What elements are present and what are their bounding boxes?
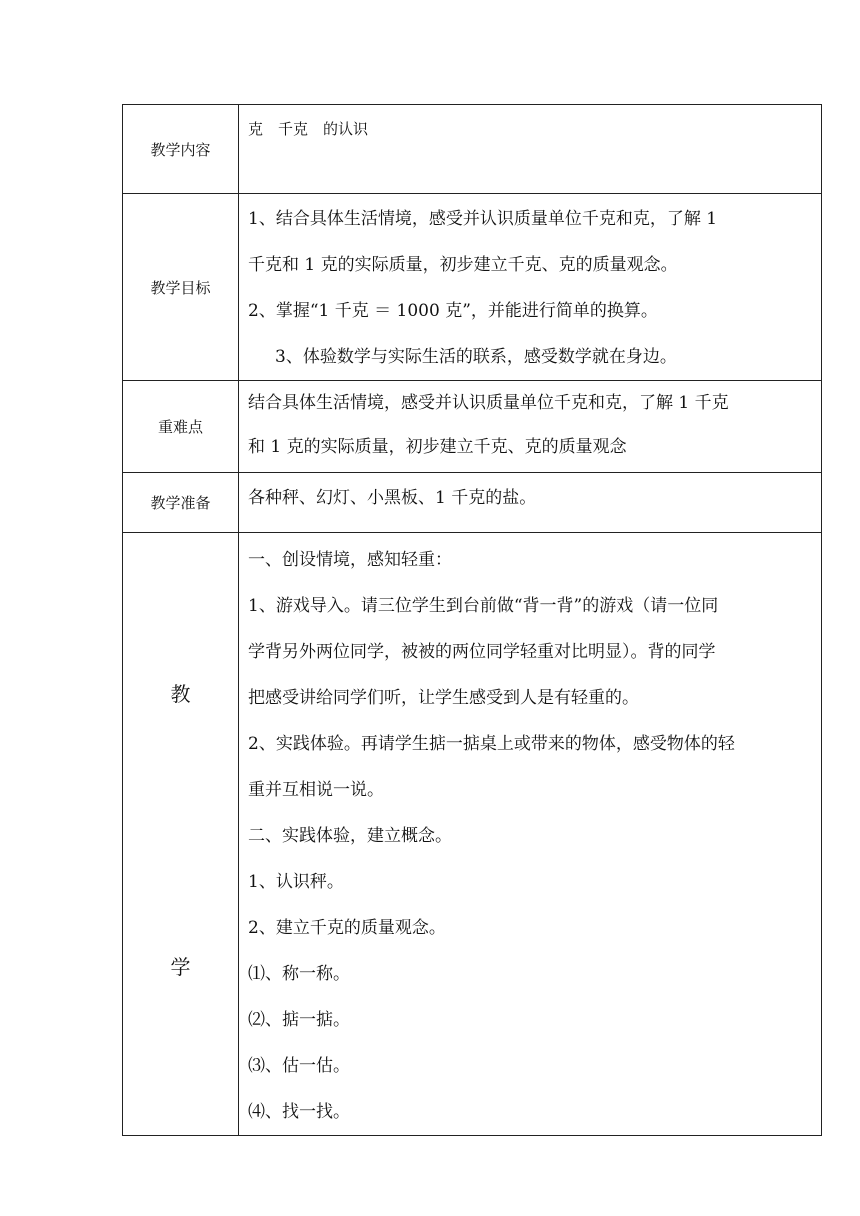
key-point-line: 结合具体生活情境，感受并认识质量单位千克和克，了解 1 千克 bbox=[248, 393, 729, 413]
value-process bbox=[239, 533, 822, 1136]
process-line: 2、建立千克的质量观念。 bbox=[248, 918, 446, 938]
value-key-points bbox=[239, 381, 822, 473]
content-text: 克 千克 的认识 bbox=[248, 120, 369, 138]
value-preparation bbox=[239, 473, 822, 533]
row-preparation bbox=[123, 473, 822, 533]
process-line: 把感受讲给同学们听，让学生感受到人是有轻重的。 bbox=[248, 688, 639, 708]
value-objectives bbox=[239, 194, 822, 381]
label-content: 教学内容 bbox=[123, 105, 239, 194]
process-line: 2、实践体验。再请学生掂一掂桌上或带来的物体，感受物体的轻 bbox=[248, 734, 735, 754]
label-char-jiao: 教 bbox=[170, 682, 191, 706]
label-key-points: 重难点 bbox=[123, 381, 239, 473]
row-key-points bbox=[123, 381, 822, 473]
objective-line: 2、掌握“1 千克 ＝ 1000 克”，并能进行简单的换算。 bbox=[248, 301, 658, 321]
key-point-line: 和 1 克的实际质量，初步建立千克、克的质量观念 bbox=[248, 437, 627, 457]
process-line: 重并互相说一说。 bbox=[248, 780, 384, 800]
value-content bbox=[239, 105, 822, 194]
label-process bbox=[123, 533, 239, 1136]
process-line: 二、实践体验，建立概念。 bbox=[248, 826, 452, 846]
objective-line: 3、体验数学与实际生活的联系，感受数学就在身边。 bbox=[275, 347, 677, 367]
process-line: 1、游戏导入。请三位学生到台前做“背一背”的游戏（请一位同 bbox=[248, 596, 719, 616]
row-process bbox=[123, 533, 822, 1136]
preparation-text: 各种秤、幻灯、小黑板、1 千克的盐。 bbox=[248, 488, 537, 508]
lesson-plan-table bbox=[122, 104, 822, 1136]
process-line: 学背另外两位同学，被被的两位同学轻重对比明显）。背的同学 bbox=[248, 642, 716, 662]
process-line: 1、认识秤。 bbox=[248, 872, 344, 892]
row-content bbox=[123, 105, 822, 194]
objective-line: 千克和 1 克的实际质量，初步建立千克、克的质量观念。 bbox=[248, 255, 678, 275]
process-line: ⑷、找一找。 bbox=[248, 1102, 350, 1122]
process-line: ⑶、估一估。 bbox=[248, 1056, 350, 1076]
process-line: ⑴、称一称。 bbox=[248, 964, 350, 984]
process-line: 一、创设情境，感知轻重： bbox=[248, 550, 452, 570]
label-objectives: 教学目标 bbox=[123, 194, 239, 381]
label-char-xue: 学 bbox=[170, 955, 191, 979]
process-line: ⑵、掂一掂。 bbox=[248, 1010, 350, 1030]
label-preparation: 教学准备 bbox=[123, 473, 239, 533]
row-objectives bbox=[123, 194, 822, 381]
objective-line: 1、结合具体生活情境，感受并认识质量单位千克和克，了解 1 bbox=[248, 209, 718, 229]
